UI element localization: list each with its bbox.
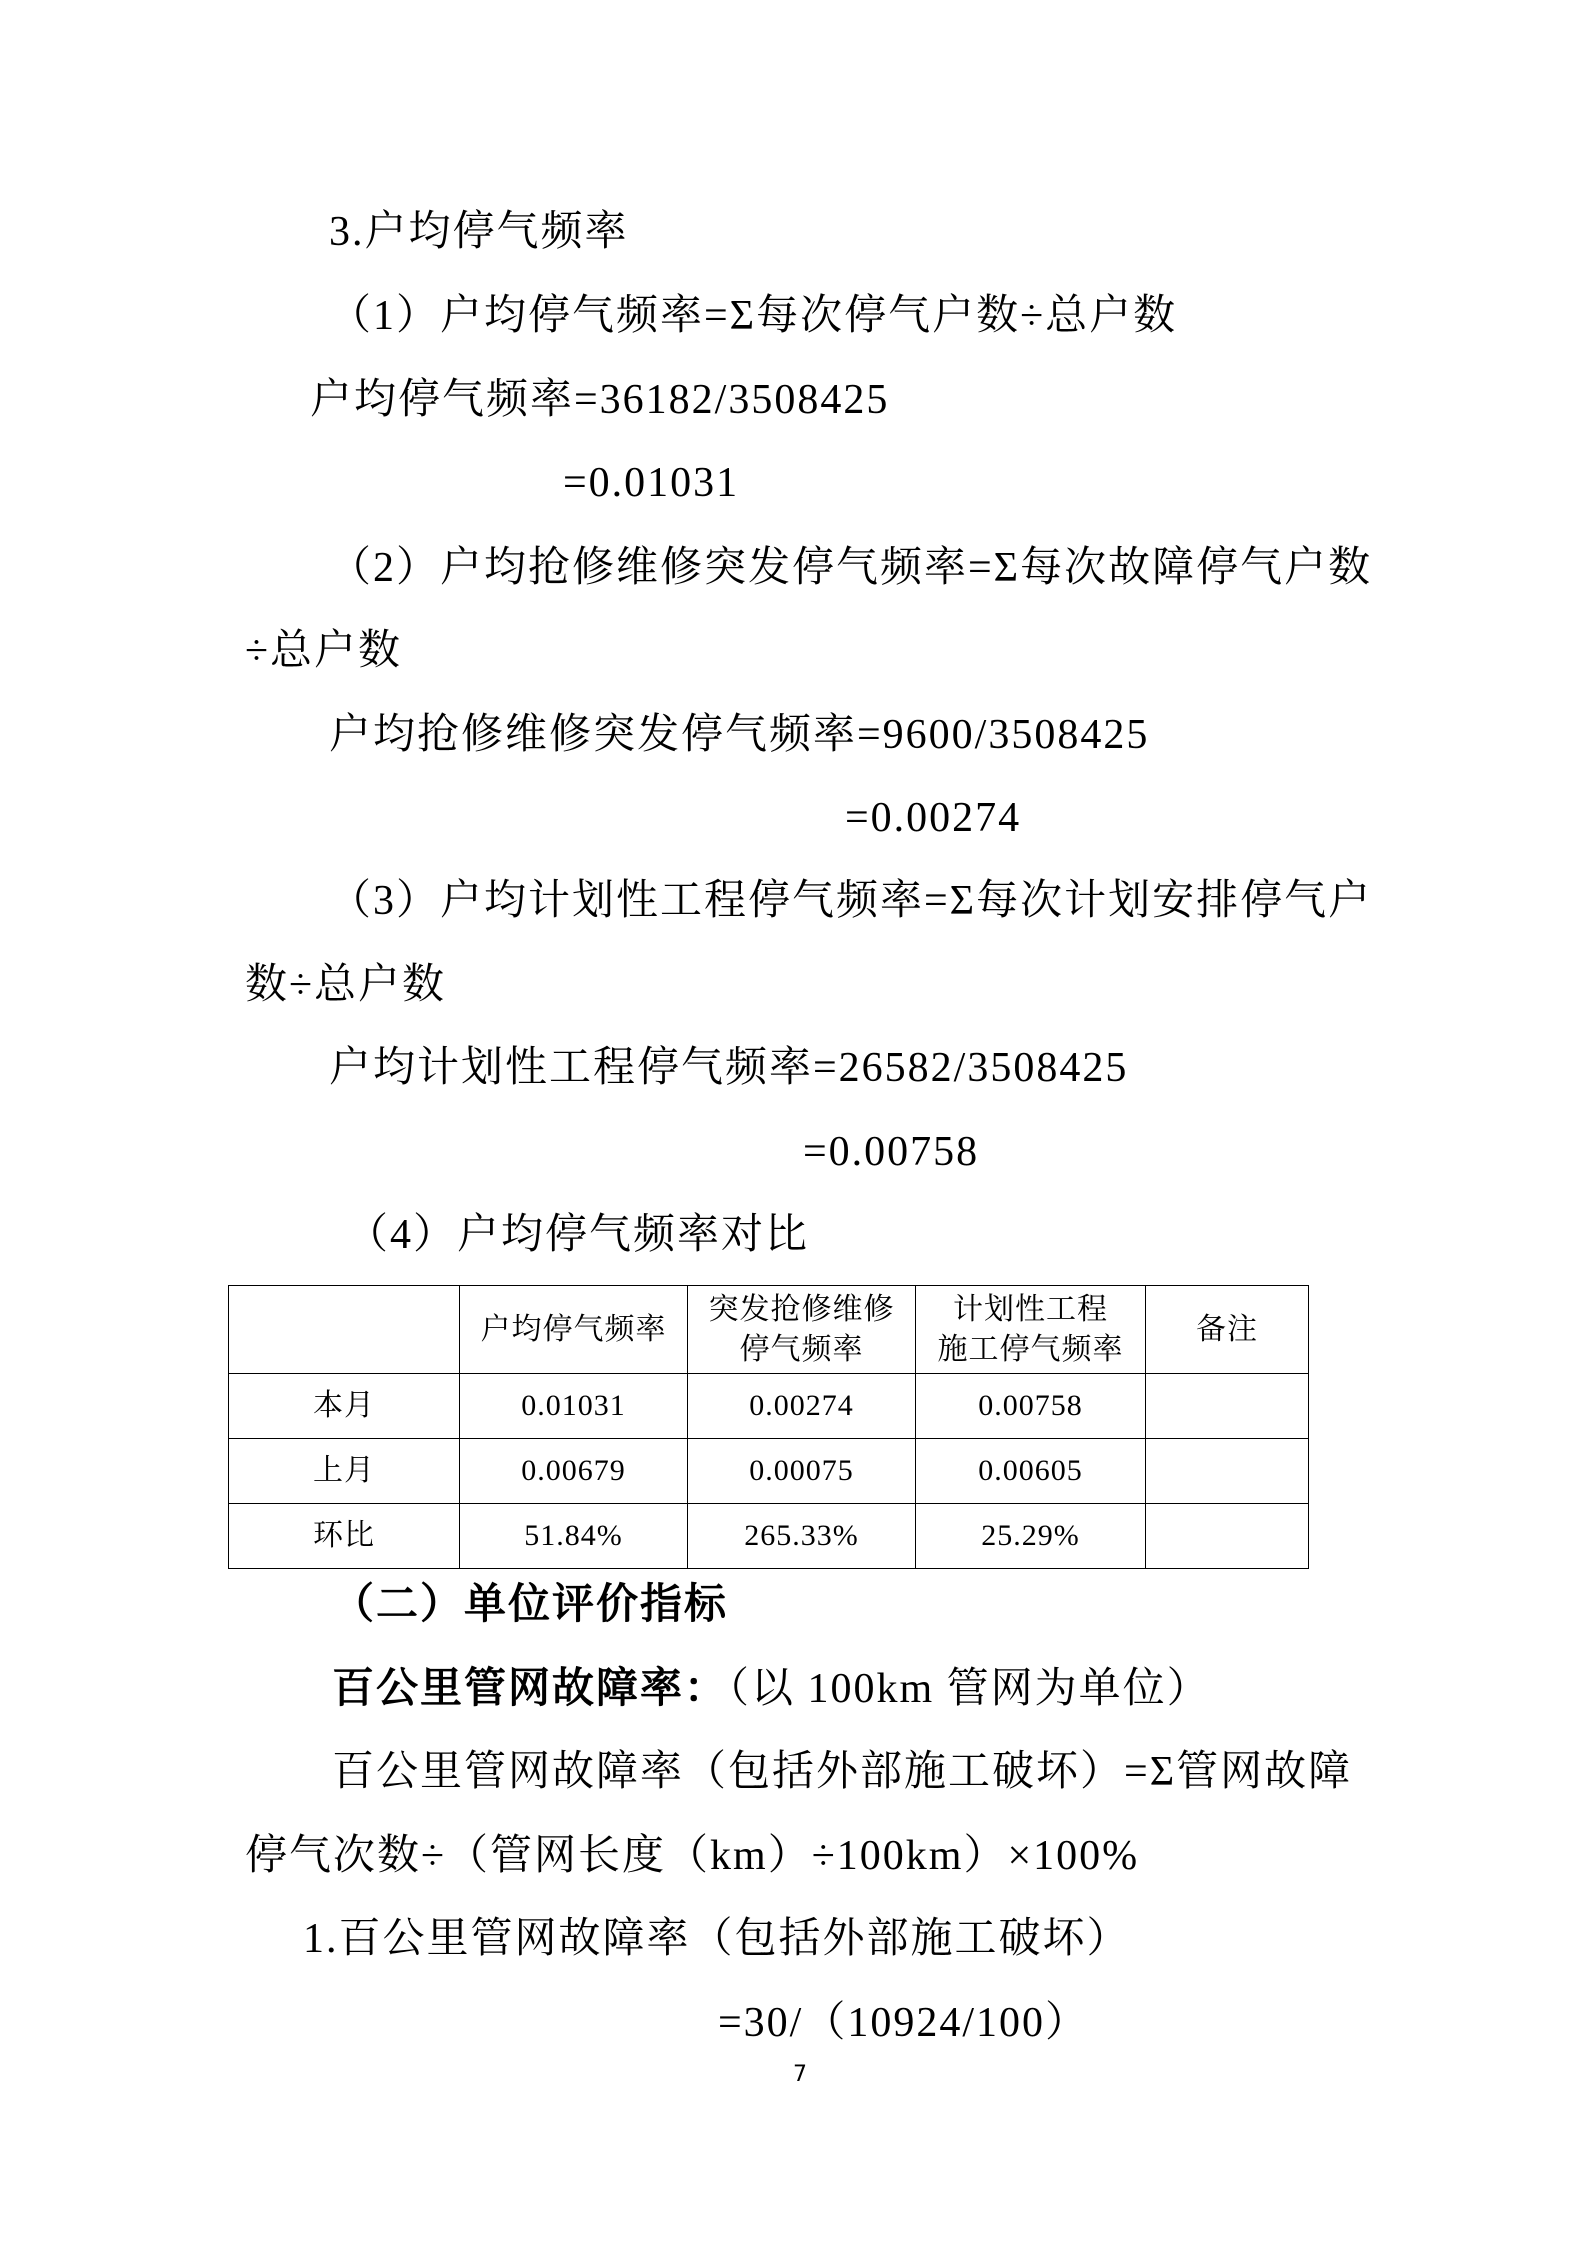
metric-item-1-calc: =30/（10924/100）	[718, 2000, 1090, 2046]
table-cell: 本月	[229, 1374, 460, 1439]
calc-line-1: 户均停气频率=36182/3508425	[310, 377, 890, 423]
formula-line-3: （3）户均计划性工程停气频率=Σ每次计划安排停气户	[329, 878, 1373, 924]
comparison-table	[228, 1285, 1309, 1569]
table-cell: 0.00605	[916, 1439, 1146, 1504]
metric-name: 百公里管网故障率：	[332, 1666, 729, 1712]
result-line-1: =0.01031	[563, 460, 740, 506]
table-header-cell: 突发抢修维修 停气频率	[688, 1286, 916, 1374]
table-header-cell: 备注	[1146, 1286, 1309, 1374]
table-cell: 51.84%	[460, 1504, 688, 1569]
section-heading-3: 3.户均停气频率	[329, 209, 629, 255]
table-cell: 25.29%	[916, 1504, 1146, 1569]
table-row	[229, 1374, 1309, 1439]
comparison-heading: （4）户均停气频率对比	[346, 1212, 810, 1258]
formula-line-1: （1）户均停气频率=Σ每次停气户数÷总户数	[329, 293, 1178, 339]
result-line-2: =0.00274	[845, 795, 1022, 841]
table-cell: 0.00679	[460, 1439, 688, 1504]
metric-definition-line	[332, 1661, 1211, 1717]
table-row	[229, 1504, 1309, 1569]
table-cell: 上月	[229, 1439, 460, 1504]
table-cell: 环比	[229, 1504, 460, 1569]
table-cell: 0.00274	[688, 1374, 916, 1439]
calc-line-3: 户均计划性工程停气频率=26582/3508425	[329, 1045, 1129, 1091]
table-cell	[1146, 1504, 1309, 1569]
table-cell	[1146, 1374, 1309, 1439]
table-cell: 265.33%	[688, 1504, 916, 1569]
table-cell: 0.01031	[460, 1374, 688, 1439]
table-cell: 0.00075	[688, 1439, 916, 1504]
table-header-cell	[229, 1286, 460, 1374]
section-heading-2: （二）单位评价指标	[332, 1582, 729, 1628]
metric-item-1: 1.百公里管网故障率（包括外部施工破坏）	[303, 1916, 1131, 1962]
metric-unit-note: （以 100km 管网为单位）	[728, 1666, 1211, 1712]
table-header-cell: 户均停气频率	[460, 1286, 688, 1374]
formula-line-3-cont: 数÷总户数	[245, 962, 447, 1008]
metric-formula-line-cont: 停气次数÷（管网长度（km）÷100km）×100%	[245, 1833, 1140, 1879]
table-header-row	[229, 1286, 1309, 1374]
table-row	[229, 1439, 1309, 1504]
table-cell	[1146, 1439, 1309, 1504]
table-cell: 0.00758	[916, 1374, 1146, 1439]
formula-line-2-cont: ÷总户数	[245, 628, 403, 674]
result-line-3: =0.00758	[803, 1129, 980, 1175]
page-number: 7	[793, 2062, 807, 2087]
metric-formula-line: 百公里管网故障率（包括外部施工破坏）=Σ管网故障	[332, 1749, 1353, 1795]
formula-line-2: （2）户均抢修维修突发停气频率=Σ每次故障停气户数	[329, 545, 1373, 591]
calc-line-2: 户均抢修维修突发停气频率=9600/3508425	[329, 712, 1150, 758]
table-header-cell: 计划性工程 施工停气频率	[916, 1286, 1146, 1374]
